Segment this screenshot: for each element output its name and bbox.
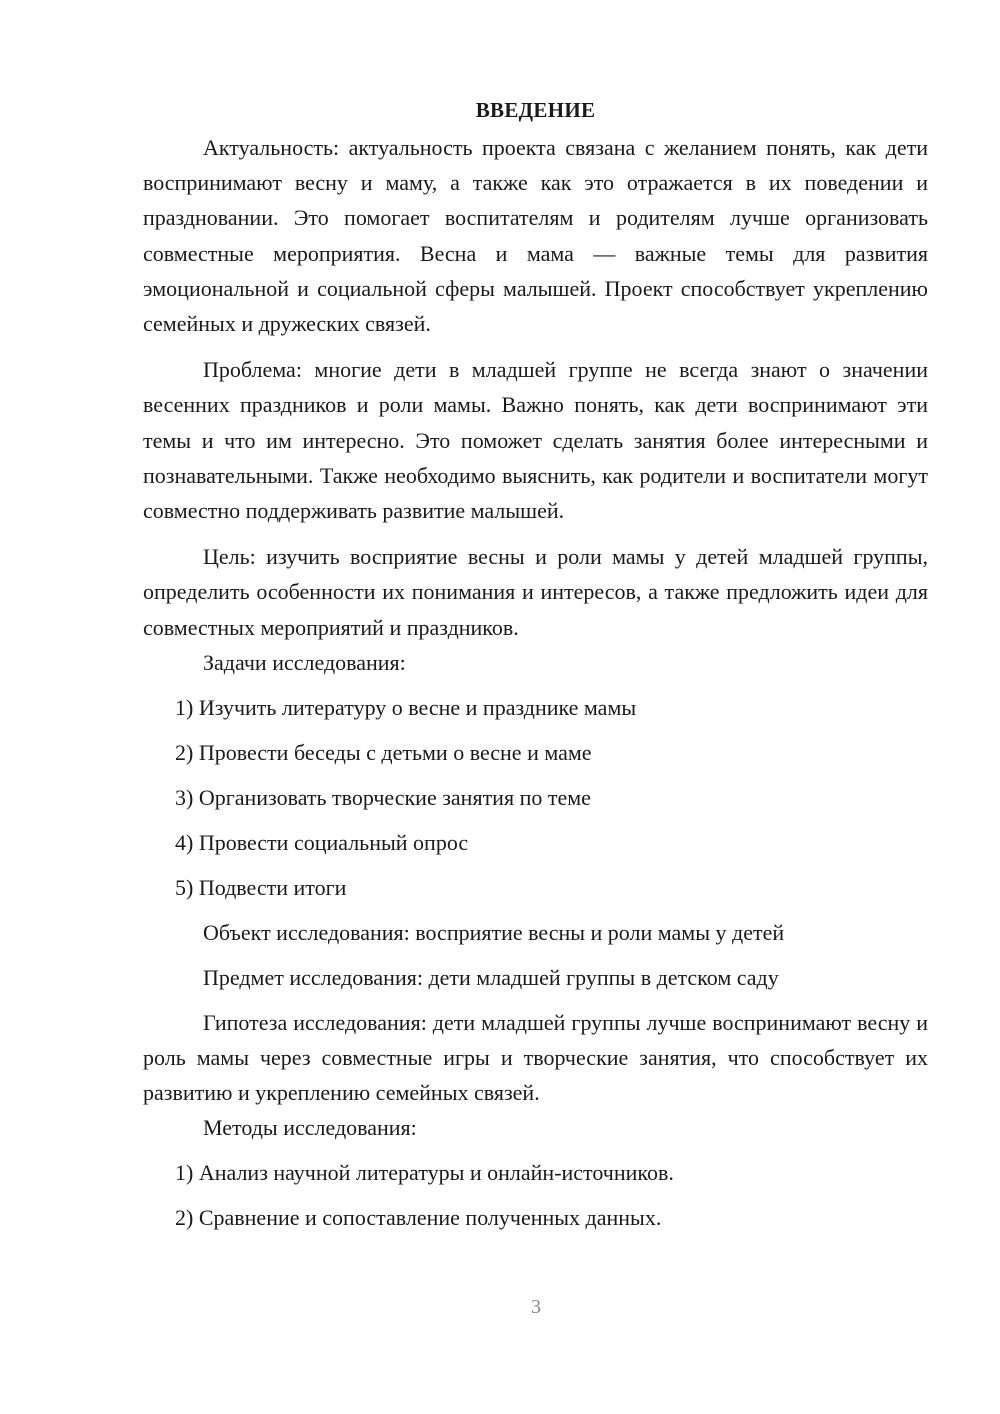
task-item: 5) Подвести итоги [175,874,347,900]
research-object: Объект исследования: восприятие весны и роли мамы у детей [203,919,785,945]
method-item: 2) Сравнение и сопоставление полученных данных. [175,1205,662,1231]
task-item: 1) Изучить литературу о весне и празднике мамы [175,694,637,720]
page-number: 3 [531,1296,541,1318]
relevance-paragraph: Актуальность: актуальность проекта связана с желанием понять, как дети воспринимают весну и маму, а также как это отражается в их поведении и праздновании. Это помогает воспитателям и родителям лучше организовать совместные мероприятия. Весна и мама — важные темы для развития эмоциональной и социальной сферы малышей. Проект способствует укреплению семейных и дружеских связей. [143,135,928,337]
hypothesis-paragraph: Гипотеза исследования: дети младшей группы лучше воспринимают весну и роль мамы через совместные игры и творческие занятия, что способствует их развитию и укреплению семейных связей. [143,1009,928,1106]
task-item: 2) Провести беседы с детьми о весне и маме [175,739,592,765]
section-title: ВВЕДЕНИЕ [475,98,596,122]
task-item: 4) Провести социальный опрос [175,829,469,855]
task-item: 3) Организовать творческие занятия по теме [175,784,591,810]
document-page [143,90,928,1235]
tasks-heading: Задачи исследования: [203,649,406,675]
goal-paragraph: Цель: изучить восприятие весны и роли мамы у детей младшей группы, определить особенности их понимания и интересов, а также предложить идеи для совместных мероприятий и праздников. [143,544,928,640]
method-item: 1) Анализ научной литературы и онлайн-источников. [175,1160,674,1186]
research-subject: Предмет исследования: дети младшей группы в детском саду [203,964,779,990]
problem-paragraph: Проблема: многие дети в младшей группе не всегда знают о значении весенних праздников и роли мамы. Важно понять, как дети воспринимают эти темы и что им интересно. Это поможет сделать занятия более интересными и познавательными. Также необходимо выяснить, как родители и воспитатели могут совместно поддерживать развитие малышей. [143,357,928,524]
methods-heading: Методы исследования: [203,1115,417,1141]
